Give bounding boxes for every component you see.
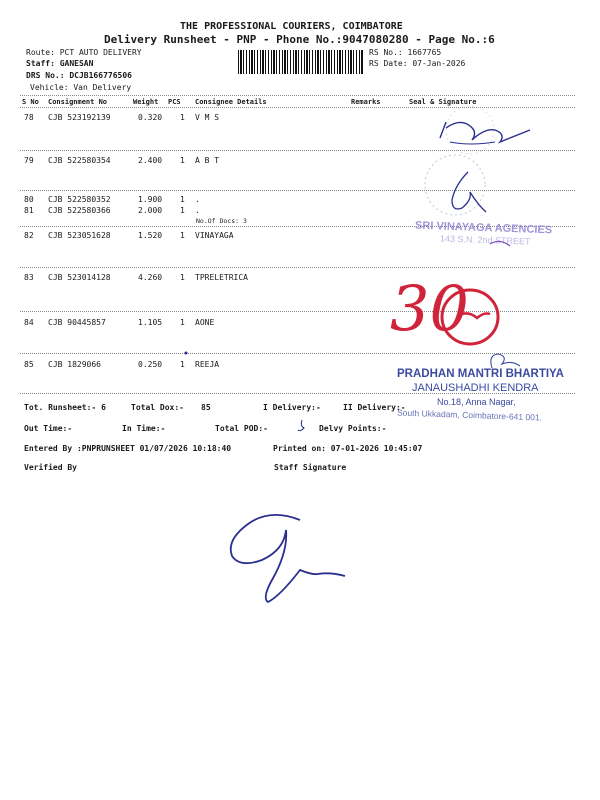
row-pcs: 1 bbox=[180, 206, 185, 215]
row-consignment: CJB 90445857 bbox=[48, 318, 106, 327]
pmbk-stamp-line2: JANAUSHADHI KENDRA bbox=[412, 382, 539, 394]
handwritten-number: 30 bbox=[390, 272, 469, 345]
signature-row78-underline bbox=[450, 142, 495, 144]
drs-number: DRS No.: DCJB166776506 bbox=[26, 71, 132, 80]
pod-tick-mark bbox=[298, 420, 304, 431]
row-weight: 0.250 bbox=[138, 360, 163, 369]
row-sno: 82 bbox=[24, 231, 34, 240]
row-consignee: A B T bbox=[195, 156, 220, 165]
col-weight: Weight bbox=[133, 98, 159, 106]
row-weight: 1.520 bbox=[138, 231, 163, 240]
row-weight: 4.260 bbox=[138, 273, 163, 282]
seal-stamp-circle bbox=[425, 155, 485, 215]
no-of-docs: No.Of Docs: 3 bbox=[196, 217, 247, 225]
row-sno: 78 bbox=[24, 113, 34, 122]
col-remarks: Remarks bbox=[351, 98, 381, 106]
printed-on: Printed on: 07-01-2026 10:45:07 bbox=[273, 444, 423, 453]
ii-delivery: II Delivery:- bbox=[343, 403, 406, 412]
row-consignee: . bbox=[195, 195, 200, 204]
row-consignee: TPRELETRICA bbox=[195, 273, 248, 282]
col-consignee: Consignee Details bbox=[195, 98, 267, 106]
row-weight: 1.105 bbox=[138, 318, 163, 327]
row-pcs: 1 bbox=[180, 113, 185, 122]
pmbk-stamp-line4: South Ukkadam, Coimbatore-641 001. bbox=[396, 407, 543, 423]
initials-row82 bbox=[490, 241, 510, 246]
entered-by: Entered By :PNPRUNSHEET 01/07/2026 10:18:40 bbox=[24, 444, 232, 453]
row-sno: 81 bbox=[24, 206, 34, 215]
row-consignment: CJB 523192139 bbox=[48, 113, 111, 122]
signature-row85 bbox=[491, 354, 520, 368]
route-label: Route: PCT AUTO DELIVERY bbox=[26, 48, 142, 57]
pmbk-stamp-line3: No.18, Anna Nagar, bbox=[437, 397, 516, 407]
signature-row78 bbox=[440, 122, 530, 142]
col-seal: Seal & Signature bbox=[409, 98, 477, 106]
row-consignee: VINAYAGA bbox=[195, 231, 234, 240]
row-consignee: V M S bbox=[195, 113, 220, 122]
row-weight: 2.000 bbox=[138, 206, 163, 215]
ink-dot bbox=[185, 352, 188, 355]
col-consignment: Consignment No bbox=[48, 98, 108, 106]
total-runsheet: Tot. Runsheet:- 6 bbox=[24, 403, 106, 412]
col-sno: S No bbox=[22, 98, 39, 106]
row-pcs: 1 bbox=[180, 156, 185, 165]
row-weight: 1.900 bbox=[138, 195, 163, 204]
rs-number: RS No.: 1667765 bbox=[369, 48, 442, 57]
pmbk-stamp-line1: PRADHAN MANTRI BHARTIYA bbox=[397, 368, 564, 380]
row-sno: 80 bbox=[24, 195, 34, 204]
row-pcs: 1 bbox=[180, 231, 185, 240]
total-pod: Total POD:- bbox=[215, 424, 268, 433]
row-consignment: CJB 522580354 bbox=[48, 156, 111, 165]
row-consignee: REEJA bbox=[195, 360, 220, 369]
row-consignment: CJB 1829066 bbox=[48, 360, 101, 369]
sva-stamp-name: SRI VINAYAGA AGENCIES bbox=[414, 219, 553, 237]
verified-signature bbox=[231, 515, 345, 602]
sva-stamp-line: 143 S.N. 2nd STREET bbox=[439, 233, 531, 247]
row-consignment: CJB 523014128 bbox=[48, 273, 111, 282]
delvy-points: Delvy Points:- bbox=[319, 424, 387, 433]
row-sno: 85 bbox=[24, 360, 34, 369]
row-consignment: CJB 522580352 bbox=[48, 195, 111, 204]
total-dox-value: 85 bbox=[201, 403, 211, 412]
vehicle-label: Vehicle: Van Delivery bbox=[30, 83, 132, 92]
rs-date: RS Date: 07-Jan-2026 bbox=[369, 59, 466, 68]
signature-row80 bbox=[452, 172, 486, 212]
row-weight: 2.400 bbox=[138, 156, 163, 165]
staff-label: Staff: GANESAN bbox=[26, 59, 94, 68]
row-sno: 84 bbox=[24, 318, 34, 327]
staff-signature-label: Staff Signature bbox=[274, 463, 347, 472]
row-sno: 83 bbox=[24, 273, 34, 282]
i-delivery: I Delivery:- bbox=[263, 403, 321, 412]
company-name: THE PROFESSIONAL COURIERS, COIMBATORE bbox=[180, 21, 403, 32]
row-pcs: 1 bbox=[180, 318, 185, 327]
row-weight: 0.320 bbox=[138, 113, 163, 122]
out-time: Out Time:- bbox=[24, 424, 73, 433]
row-consignment: CJB 523051628 bbox=[48, 231, 111, 240]
row-consignment: CJB 522580366 bbox=[48, 206, 111, 215]
row-pcs: 1 bbox=[180, 273, 185, 282]
row-consignee: AONE bbox=[195, 318, 215, 327]
total-dox-label: Total Dox:- bbox=[131, 403, 184, 412]
row-pcs: 1 bbox=[180, 360, 185, 369]
row-pcs: 1 bbox=[180, 195, 185, 204]
row-consignee: . bbox=[195, 206, 200, 215]
row-sno: 79 bbox=[24, 156, 34, 165]
runsheet-title: Delivery Runsheet - PNP - Phone No.:9047080280 - Page No.:6 bbox=[104, 33, 495, 46]
col-pcs: PCS bbox=[168, 98, 181, 106]
in-time: In Time:- bbox=[122, 424, 166, 433]
verified-by: Verified By bbox=[24, 463, 77, 472]
